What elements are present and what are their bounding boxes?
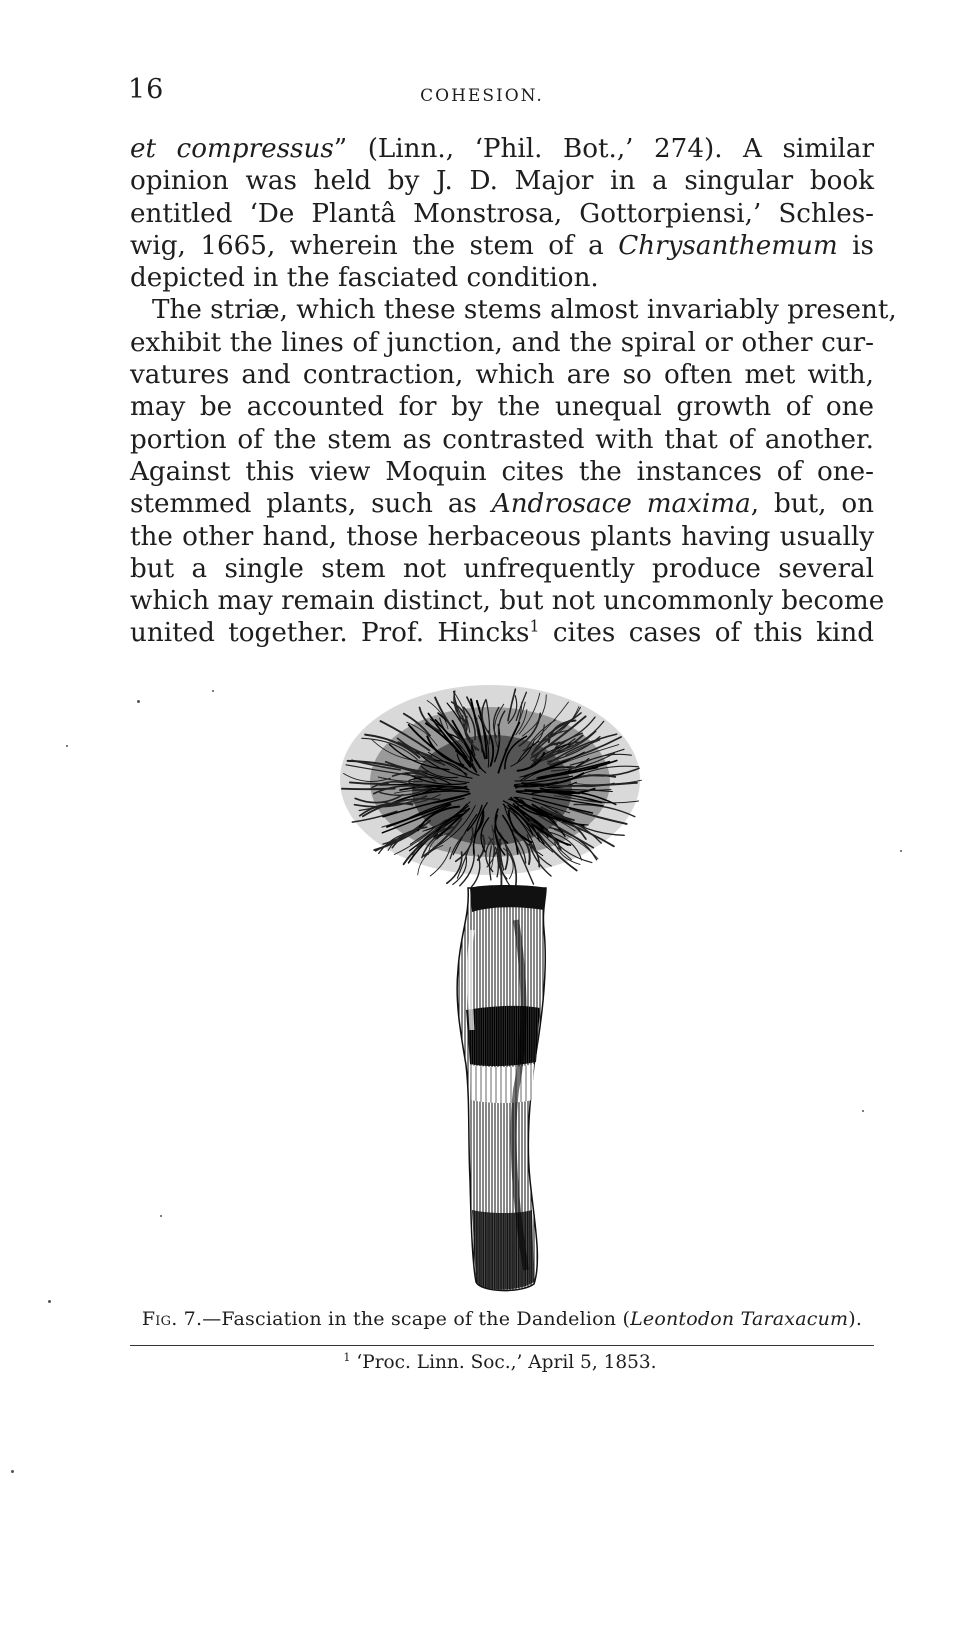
scan-speck — [48, 1300, 51, 1303]
footnote-rule — [130, 1345, 874, 1346]
text-line: the other hand, those herbaceous plants having usually — [130, 521, 874, 552]
text-line: united together. Prof. Hincks$^1$ cites cases of this kind — [130, 616, 874, 649]
figure-caption: Fig. 7.—Fasciation in the scape of the Dandelion (Leontodon Taraxacum). — [141, 1308, 863, 1330]
scan-speck — [862, 1110, 864, 1112]
text-line: which may remain distinct, but not uncommonly become — [130, 586, 885, 617]
text-line: but a single stem not unfrequently produce several — [130, 553, 874, 584]
text-line: vatures and contraction, which are so often met with, — [130, 360, 874, 391]
text-line: The striæ, which these stems almost invariably present, — [152, 295, 897, 326]
flower-head — [340, 685, 642, 888]
scan-speck — [66, 745, 68, 747]
text-line: et compressus” (Linn., ‘Phil. Bot.,’ 274). A similar — [130, 134, 874, 164]
running-title: COHESION. — [420, 86, 544, 106]
text-line: Against this view Moquin cites the instances of one- — [130, 456, 874, 487]
scan-speck — [160, 1215, 162, 1217]
text-line: portion of the stem as contrasted with that of another. — [130, 424, 874, 455]
scan-speck — [212, 690, 214, 692]
body-text — [130, 133, 897, 650]
scan-speck — [137, 700, 140, 703]
scan-speck — [900, 850, 902, 852]
page-number: 16 — [128, 74, 165, 105]
text-line: may be accounted for by the unequal growth of one — [130, 392, 874, 423]
footnote: $^1$ ‘Proc. Linn. Soc.,’ April 5, 1853. — [343, 1350, 657, 1373]
text-line: entitled ‘De Plantâ Monstrosa, Gottorpiensi,’ Schles- — [130, 198, 874, 229]
text-line: depicted in the fasciated condition. — [130, 263, 599, 294]
text-line: opinion was held by J. D. Major in a singular book — [130, 166, 874, 197]
text-line: stemmed plants, such as Androsace maxima, but, on — [130, 489, 874, 520]
text-line: exhibit the lines of junction, and the spiral or other cur- — [130, 327, 874, 358]
fasciated-stem — [457, 885, 546, 1291]
text-line: wig, 1665, wherein the stem of a Chrysanthemum is — [130, 230, 874, 261]
scan-speck — [11, 1470, 14, 1473]
dandelion-fasciation-illustration — [320, 670, 660, 1300]
